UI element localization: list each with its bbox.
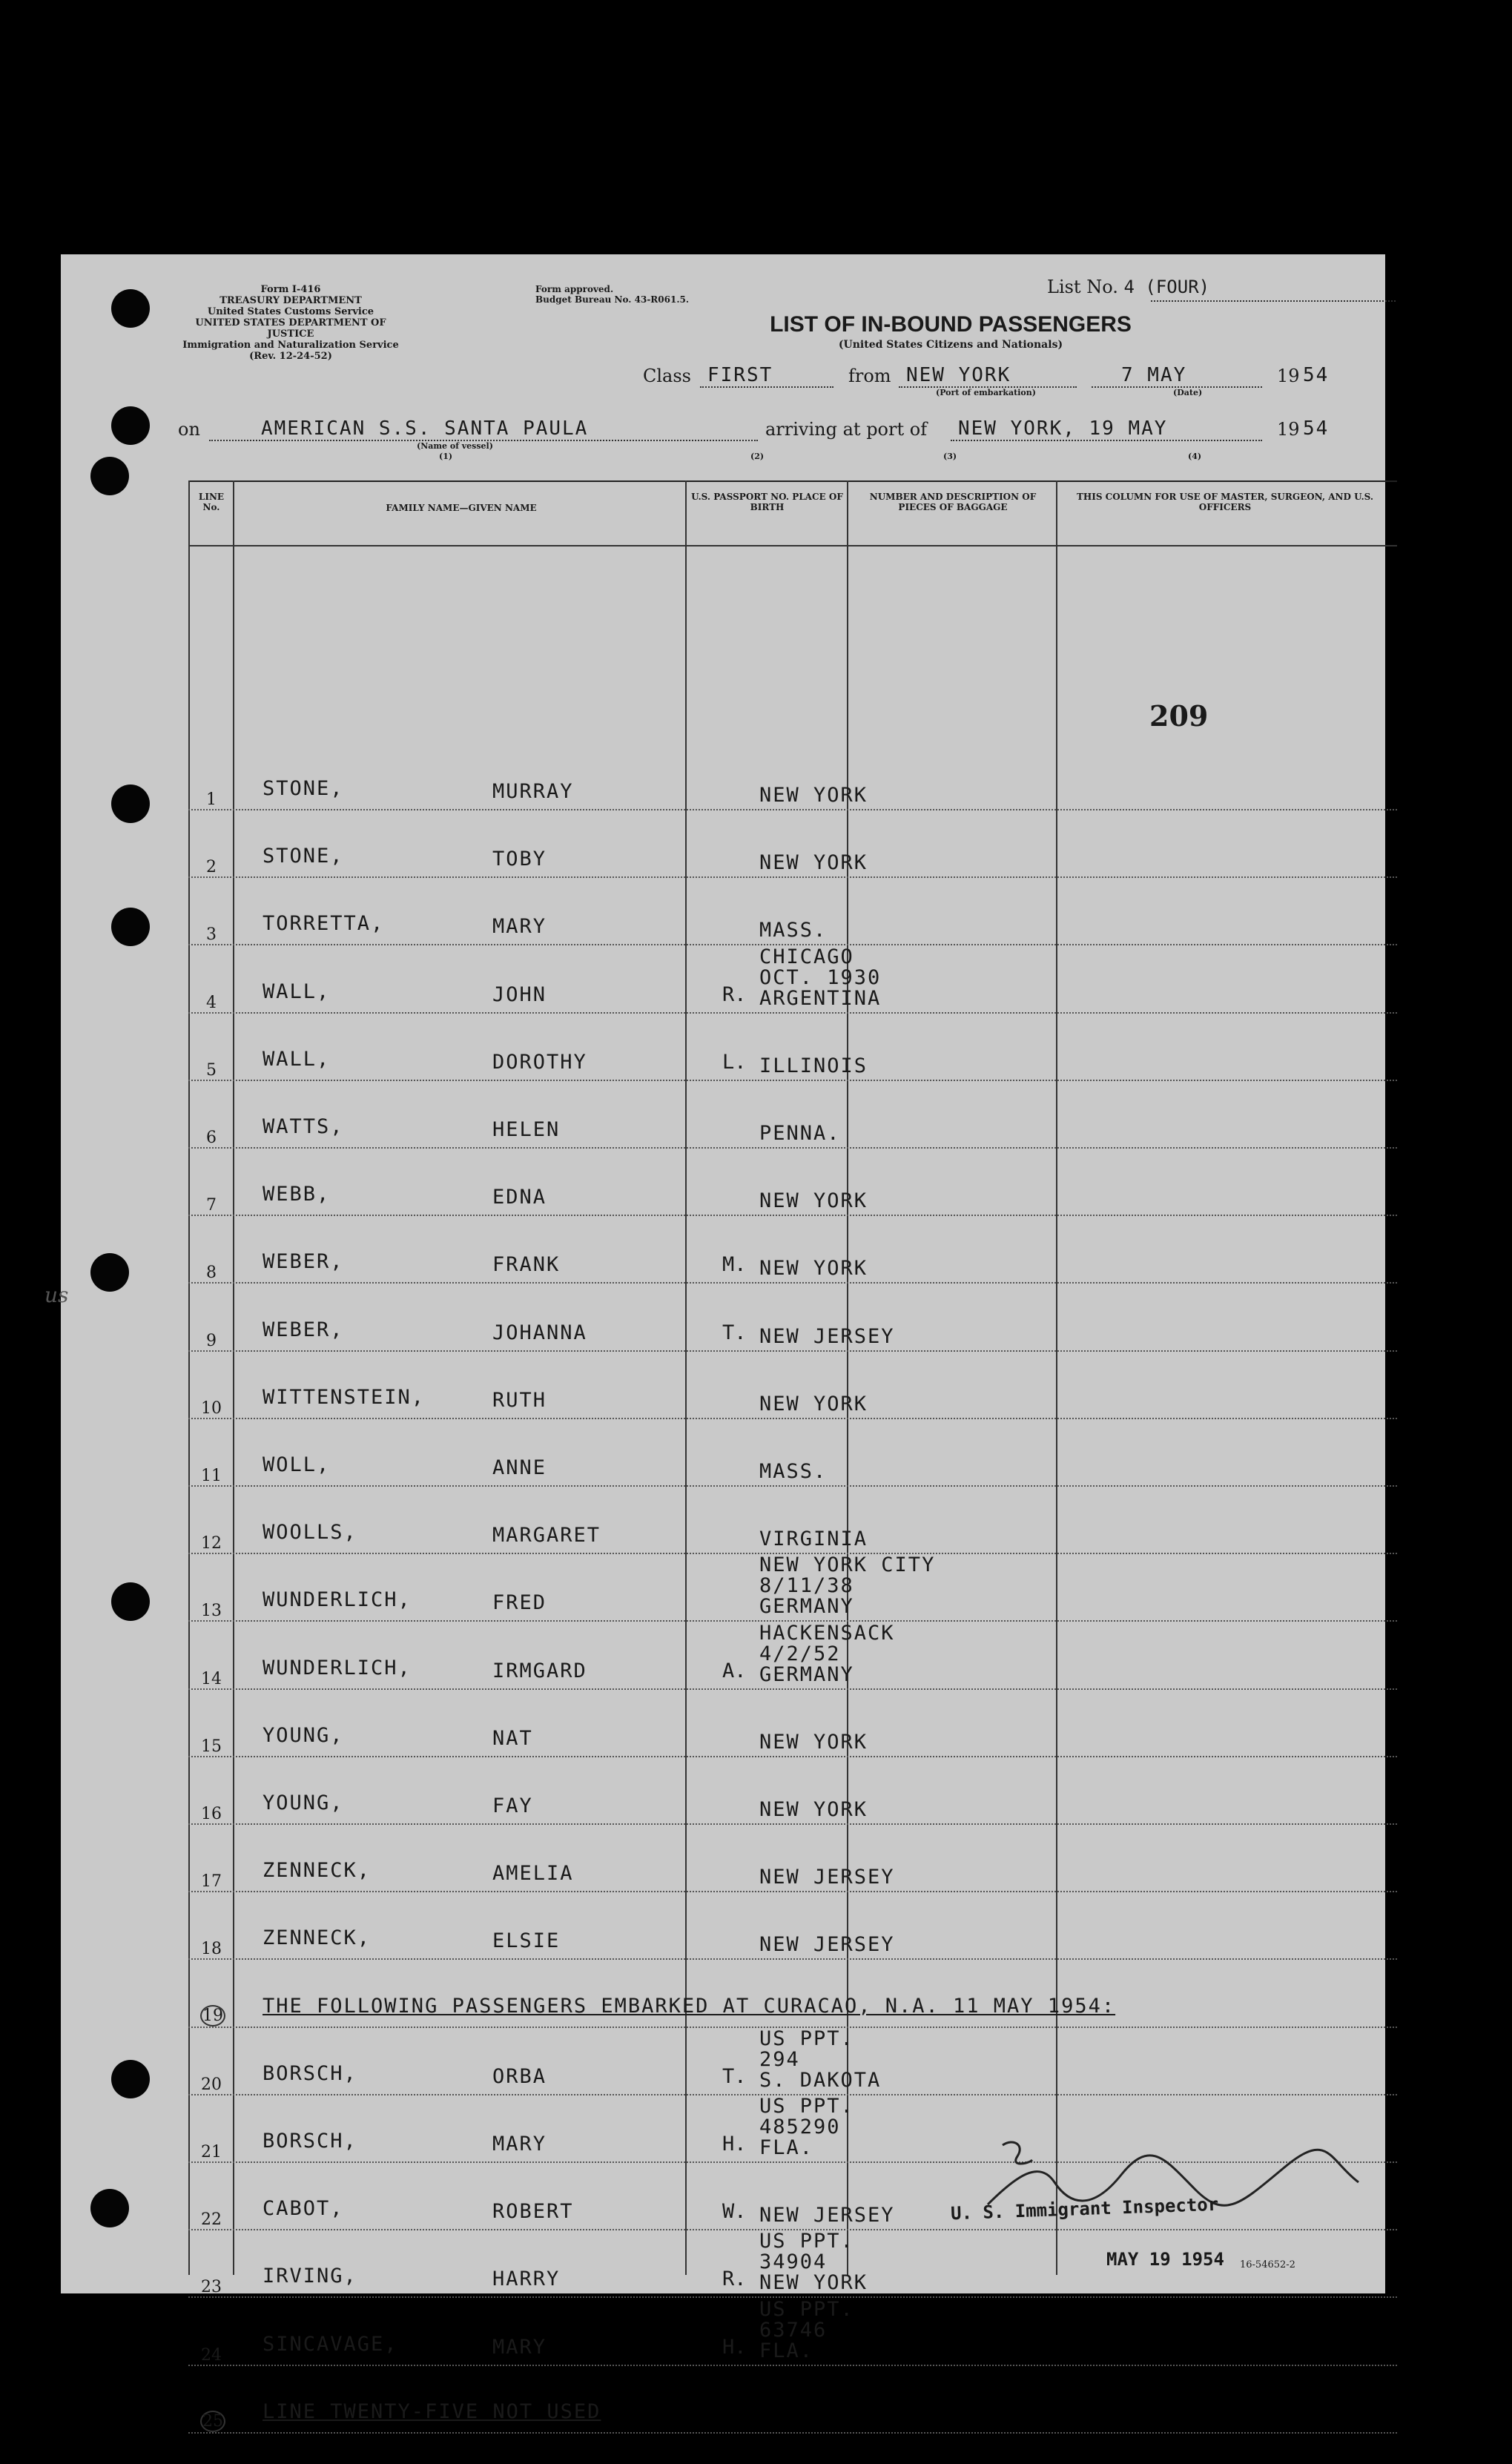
table-row: [188, 2028, 1397, 2095]
list-number: [1047, 277, 1209, 297]
given-name: FAY: [492, 1794, 533, 1817]
arrival-port-date: NEW YORK, 19 MAY: [958, 417, 1168, 440]
col-line-no: LINE No.: [198, 492, 225, 512]
line-number: 25: [200, 2411, 225, 2432]
punch-hole: [111, 908, 150, 946]
arrival-year-prefix: 19: [1277, 419, 1300, 440]
table-row: [188, 1622, 1397, 1690]
from-value: NEW YORK: [906, 364, 1011, 386]
class-label: Class: [643, 366, 691, 386]
col-name: FAMILY NAME—GIVEN NAME: [386, 503, 537, 513]
middle-initial: H.: [722, 2335, 747, 2359]
page-subtitle: (United States Citizens and Nationals): [838, 339, 1063, 351]
family-name: WOOLLS,: [263, 1521, 357, 1545]
line-number: 21: [201, 2143, 222, 2161]
punch-hole: [111, 2060, 150, 2098]
ins-label: Immigration and Naturalization Service: [182, 340, 399, 351]
line-number: 3: [206, 925, 217, 945]
table-row: [188, 743, 1397, 810]
col-officers: THIS COLUMN FOR USE OF MASTER, SURGEON, AND U.S. OFFICERS: [1076, 492, 1374, 512]
column-2-caption: (2): [750, 452, 765, 461]
table-row: [188, 1284, 1397, 1352]
place-of-birth: NEW YORK: [759, 1257, 868, 1281]
punch-hole: [90, 1253, 129, 1292]
stamp-number: 209: [1149, 699, 1209, 733]
col-passport: U.S. PASSPORT NO. PLACE OF BIRTH: [691, 492, 843, 512]
place-of-birth: NEW JERSEY: [759, 2204, 895, 2227]
approval-block: [535, 284, 728, 305]
given-name: MARY: [492, 2133, 547, 2156]
place-of-birth: US PPT. 34904 NEW YORK: [759, 2230, 868, 2295]
family-name: YOUNG,: [263, 1723, 344, 1747]
table-row: [188, 1892, 1397, 1960]
middle-initial: T.: [722, 2064, 747, 2088]
middle-initial: T.: [722, 1321, 747, 1344]
row-rule: [188, 2432, 1397, 2434]
line-number: 15: [201, 1737, 222, 1756]
table-row: [188, 1014, 1397, 1081]
line-number: 18: [201, 1940, 222, 1959]
form-number: 16-54652-2: [1240, 2259, 1295, 2270]
family-name: TORRETTA,: [263, 912, 385, 936]
given-name: ORBA: [492, 2064, 547, 2088]
table-row: [188, 1690, 1397, 1757]
middle-initial: R.: [722, 2268, 747, 2291]
place-of-birth: PENNA.: [759, 1122, 841, 1145]
place-of-birth: NEW JERSEY: [759, 1324, 895, 1348]
row-note: LINE TWENTY-FIVE NOT USED: [263, 2399, 601, 2423]
line-number: 13: [201, 1602, 222, 1621]
family-name: WEBER,: [263, 1250, 344, 1274]
punch-hole: [90, 2189, 129, 2227]
column-4-caption: (4): [1188, 452, 1202, 461]
line-number: 1: [206, 790, 217, 809]
middle-initial: W.: [722, 2200, 747, 2224]
arrival-year-suffix: 54: [1303, 417, 1330, 440]
line-number: 10: [201, 1398, 222, 1418]
line-number: 4: [206, 993, 217, 1012]
table-row: [188, 946, 1397, 1014]
list-number-value: 4 (FOUR): [1123, 277, 1210, 297]
line-number: 16: [201, 1805, 222, 1823]
list-number-label: List No.: [1047, 277, 1118, 297]
given-name: AMELIA: [492, 1862, 574, 1886]
given-name: NAT: [492, 1726, 533, 1750]
line-number: 11: [201, 1467, 222, 1485]
place-of-birth: US PPT. 63746 FLA.: [759, 2297, 854, 2362]
class-value: FIRST: [707, 364, 773, 386]
given-name: RUTH: [492, 1388, 547, 1412]
family-name: WALL,: [263, 1047, 331, 1071]
family-name: WUNDERLICH,: [263, 1656, 412, 1679]
table-row: [188, 1487, 1397, 1554]
line-number: 9: [206, 1331, 217, 1350]
place-of-birth: NEW YORK CITY 8/11/38 GERMANY: [759, 1553, 936, 1619]
line-number: 19: [200, 2005, 225, 2027]
table-row: [188, 1961, 1397, 2028]
date-caption: (Date): [1173, 388, 1203, 397]
departure-date: 7 MAY: [1121, 364, 1187, 386]
given-name: IRMGARD: [492, 1659, 587, 1682]
table-row: [188, 1216, 1397, 1284]
place-of-birth: ILLINOIS: [759, 1054, 868, 1077]
family-name: WATTS,: [263, 1115, 344, 1138]
place-of-birth: US PPT. 294 S. DAKOTA: [759, 2027, 882, 2092]
place-of-birth: HACKENSACK 4/2/52 GERMANY: [759, 1621, 895, 1686]
given-name: EDNA: [492, 1186, 547, 1209]
line-number: 12: [201, 1534, 222, 1553]
given-name: HELEN: [492, 1118, 561, 1141]
table-row: [188, 1149, 1397, 1216]
given-name: ROBERT: [492, 2200, 574, 2224]
family-name: WEBER,: [263, 1318, 344, 1341]
table-row: [188, 1352, 1397, 1419]
line-number: 23: [201, 2278, 222, 2297]
place-of-birth: NEW JERSEY: [759, 1866, 895, 1889]
table-row: [188, 1081, 1397, 1149]
given-name: TOBY: [492, 848, 547, 871]
table-row: [188, 878, 1397, 945]
place-of-birth: MASS.: [759, 1460, 828, 1483]
approval-line-2: Budget Bureau No. 43-R061.5.: [535, 294, 690, 305]
given-name: MARY: [492, 2335, 547, 2359]
place-of-birth: NEW YORK: [759, 1392, 868, 1416]
arrival-rule: [951, 440, 1262, 441]
middle-initial: H.: [722, 2133, 747, 2156]
place-of-birth: CHICAGO OCT. 1930 ARGENTINA: [759, 945, 882, 1010]
family-name: ZENNECK,: [263, 1926, 372, 1950]
table-row: [188, 1757, 1397, 1825]
line-number: 2: [206, 858, 217, 877]
table-row: [188, 1825, 1397, 1892]
header-rule: [188, 545, 1397, 546]
approval-line-1: Form approved.: [535, 284, 614, 294]
family-name: STONE,: [263, 777, 344, 800]
given-name: MARGARET: [492, 1524, 601, 1548]
line-number: 7: [206, 1196, 217, 1215]
year-suffix: 54: [1303, 364, 1330, 386]
given-name: MURRAY: [492, 780, 574, 803]
list-number-rule: [1151, 300, 1396, 302]
manifest-page: [61, 254, 1385, 2431]
inspector-label: U. S. Immigrant Inspector: [950, 2193, 1219, 2224]
table-row: [188, 1419, 1397, 1487]
revision-label: (Rev. 12-24-52): [249, 351, 332, 362]
date-stamp: MAY 19 1954: [1106, 2249, 1224, 2270]
family-name: CABOT,: [263, 2197, 344, 2221]
vessel-name: AMERICAN S.S. SANTA PAULA: [261, 417, 589, 440]
from-caption: (Port of embarkation): [936, 388, 1036, 397]
middle-initial: R.: [722, 982, 747, 1006]
middle-initial: A.: [722, 1659, 747, 1682]
family-name: SINCAVAGE,: [263, 2332, 398, 2356]
family-name: WEBB,: [263, 1183, 331, 1206]
place-of-birth: NEW YORK: [759, 1189, 868, 1213]
given-name: HARRY: [492, 2268, 561, 2291]
justice-label: UNITED STATES DEPARTMENT OF JUSTICE: [195, 317, 386, 340]
given-name: MARY: [492, 915, 547, 939]
family-name: WUNDERLICH,: [263, 1588, 412, 1612]
given-name: FRANK: [492, 1253, 561, 1277]
place-of-birth: NEW YORK: [759, 1730, 868, 1754]
table-row: [188, 2299, 1397, 2366]
punch-hole: [90, 457, 129, 495]
place-of-birth: NEW YORK: [759, 851, 868, 875]
table-row: [188, 2366, 1397, 2434]
given-name: ANNE: [492, 1456, 547, 1479]
family-name: WOLL,: [263, 1453, 331, 1476]
form-agency-block: [172, 284, 409, 362]
table-row: [188, 1554, 1397, 1622]
given-name: DOROTHY: [492, 1050, 587, 1074]
given-name: JOHANNA: [492, 1321, 587, 1344]
line-number: 14: [201, 1669, 222, 1688]
page-title: LIST OF IN-BOUND PASSENGERS: [770, 312, 1132, 337]
place-of-birth: NEW YORK: [759, 784, 868, 807]
row-note: THE FOLLOWING PASSENGERS EMBARKED AT CURACAO, N.A. 11 MAY 1954:: [263, 1994, 1116, 2018]
family-name: BORSCH,: [263, 2130, 357, 2153]
family-name: YOUNG,: [263, 1791, 344, 1814]
line-number: 17: [201, 1872, 222, 1892]
from-label: from: [848, 366, 891, 386]
treasury-label: TREASURY DEPARTMENT: [219, 295, 362, 306]
place-of-birth: NEW YORK: [759, 1798, 868, 1821]
line-number: 24: [201, 2345, 222, 2365]
class-rule: [700, 386, 833, 388]
line-number: 22: [201, 2210, 222, 2230]
table-row: [188, 810, 1397, 878]
on-label: on: [178, 419, 200, 440]
family-name: WITTENSTEIN,: [263, 1385, 426, 1409]
col-baggage: NUMBER AND DESCRIPTION OF PIECES OF BAGGAGE: [869, 492, 1037, 512]
arriving-label: arriving at port of: [765, 419, 928, 440]
column-1-caption: (1): [439, 452, 453, 461]
place-of-birth: VIRGINIA: [759, 1527, 868, 1551]
place-of-birth: MASS.: [759, 919, 828, 942]
line-number: 20: [201, 2075, 222, 2094]
line-number: 6: [206, 1129, 217, 1147]
punch-hole: [111, 1582, 150, 1621]
family-name: WALL,: [263, 980, 331, 1003]
vessel-caption: (Name of vessel): [417, 441, 493, 451]
middle-initial: M.: [722, 1253, 747, 1277]
year-prefix: 19: [1277, 366, 1300, 386]
middle-initial: L.: [722, 1050, 747, 1074]
form-number-label: Form I-416: [260, 284, 321, 295]
column-3-caption: (3): [943, 452, 957, 461]
punch-hole: [111, 289, 150, 328]
line-number: 8: [206, 1264, 217, 1283]
family-name: IRVING,: [263, 2265, 357, 2288]
line-number: 5: [206, 1060, 217, 1080]
place-of-birth: US PPT. 485290 FLA.: [759, 2095, 854, 2159]
given-name: FRED: [492, 1591, 547, 1615]
family-name: BORSCH,: [263, 2061, 357, 2085]
punch-hole: [111, 785, 150, 823]
family-name: STONE,: [263, 845, 344, 868]
place-of-birth: NEW JERSEY: [759, 1933, 895, 1957]
margin-pencil-note: us: [44, 1283, 69, 1307]
customs-label: United States Customs Service: [207, 306, 374, 317]
punch-hole: [111, 406, 150, 445]
given-name: ELSIE: [492, 1929, 561, 1953]
family-name: ZENNECK,: [263, 1859, 372, 1883]
given-name: JOHN: [492, 982, 547, 1006]
